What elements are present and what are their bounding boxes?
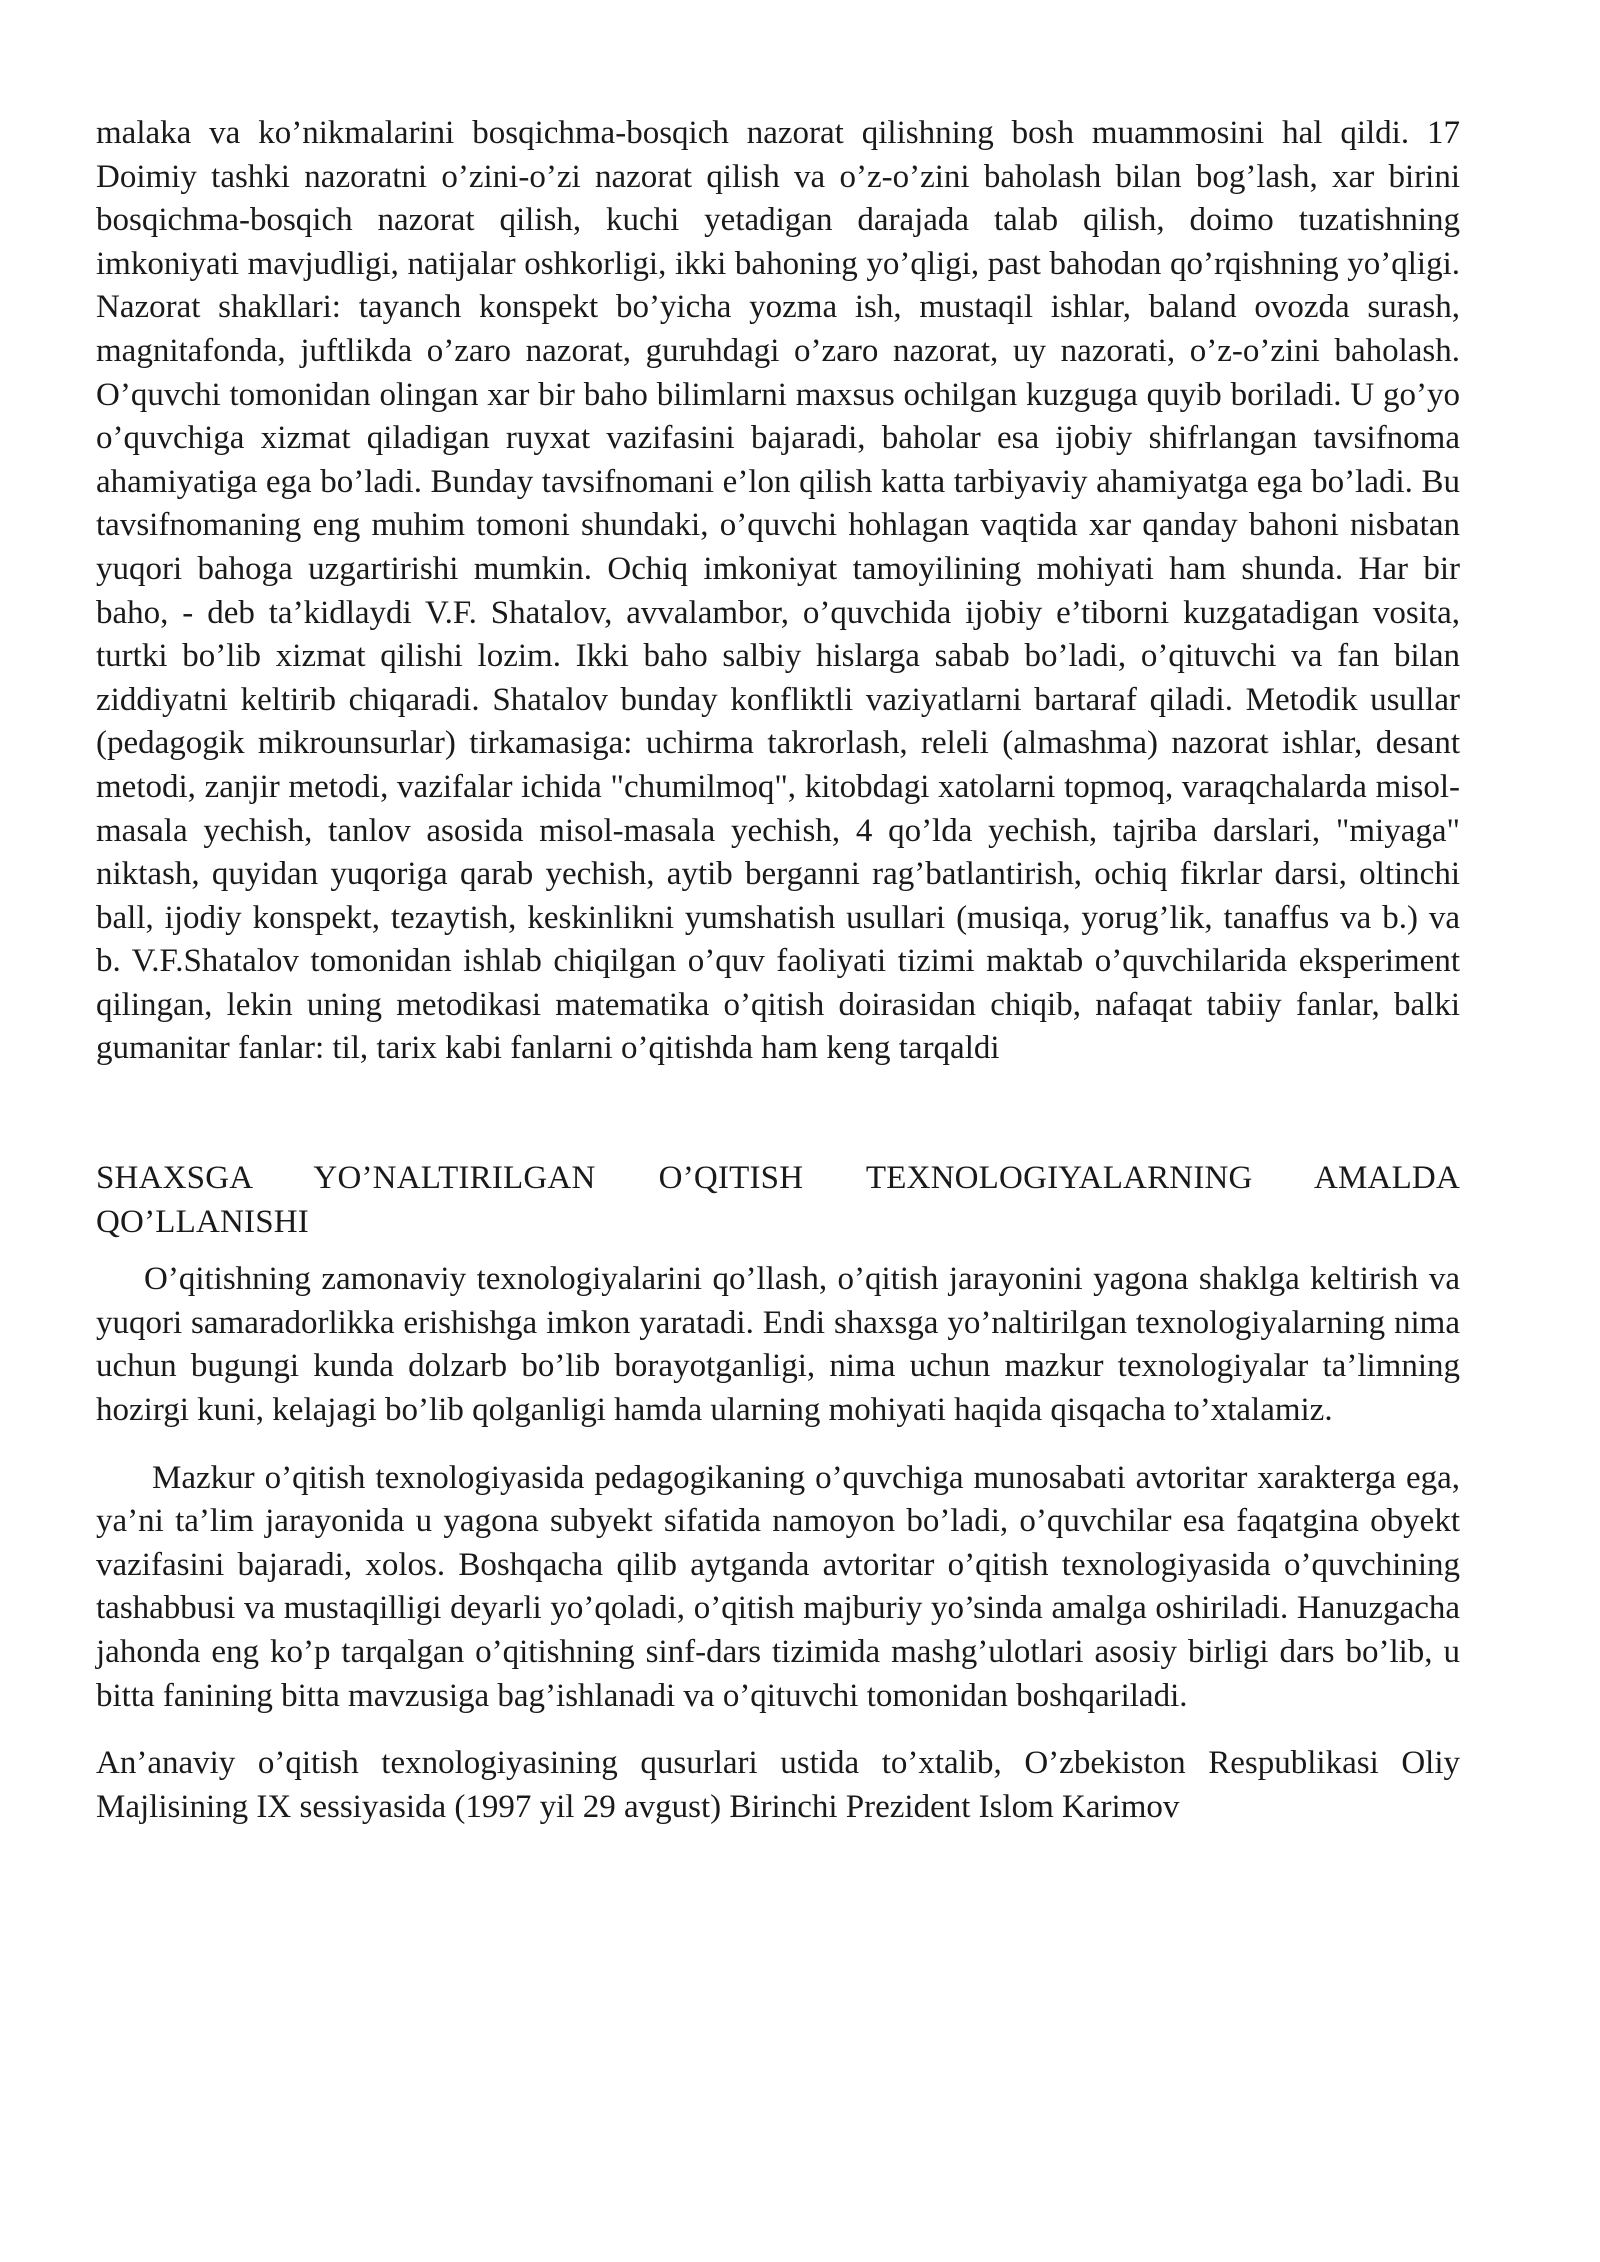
section-spacer [96,1071,1460,1157]
heading-spacer [96,1244,1460,1258]
paragraph-spacer [96,1718,1460,1742]
body-paragraph-4: An’anaviy o’qitish texnologiyasining qusurlari ustida to’xtalib, O’zbekiston Respublikasi Oliy Majlisining IX sessiyasida (1997 yil 29 avgust) Birinchi Prezident Islom Karimov [96,1745,1460,1825]
body-paragraph-1: malaka va ko’nikmalarini bosqichma-bosqich nazorat qilishning bosh muammosini hal qildi. 17 Doimiy tashki nazoratni o’zini-o’zi nazorat qilish va o’z-o’zini baholash bilan bog’lash, xar birini bosqichma-bosqich nazorat qilish, kuchi yetadigan darajada talab qilish, doimo tuzatishning imkoniyati mavjudligi, natijalar oshkorligi, ikki bahoning yo’qligi, past bahodan qo’rqishning yo’qligi. Nazorat shakllari: tayanch konspekt bo’yicha yozma ish, mustaqil ishlar, baland ovozda surash, magnitafonda, juftlikda o’zaro nazorat, guruhdagi o’zaro nazorat, uy nazorati, o’z-o’zini baholash. O’quvchi tomonidan olingan xar bir baho bilimlarni maxsus ochilgan kuzguga quyib boriladi. U go’yo o’quvchiga xizmat qiladigan ruyxat vazifasini bajaradi, baholar esa ijobiy shifrlangan tavsifnoma ahamiyatiga ega bo’ladi. Bunday tavsifnomani e’lon qilish katta tarbiyaviy ahamiyatga ega bo’ladi. Bu tavsifnomaning eng muhim tomoni shundaki, o’quvchi hohlagan vaqtida xar qanday bahoni nisbatan yuqori bahoga uzgartirishi mumkin. Ochiq imkoniyat tamoyilining mohiyati ham shunda. Har bir baho, - deb ta’kidlaydi V.F. Shatalov, avvalambor, o’quvchida ijobiy e’tiborni kuzgatadigan vosita, turtki bo’lib xizmat qilishi lozim. Ikki baho salbiy hislarga sabab bo’ladi, o’qituvchi va fan bilan ziddiyatni keltirib chiqaradi. Shatalov bunday konfliktli vaziyatlarni bartaraf qiladi. Metodik usullar (pedagogik mikrounsurlar) tirkamasiga: uchirma takrorlash, releli (almashma) nazorat ishlar, desant metodi, zanjir metodi, vazifalar ichida "chumilmoq", kitobdagi xatolarni topmoq, varaqchalarda misol-masala yechish, tanlov asosida misol-masala yechish, 4 qo’lda yechish, tajriba darslari, "miyaga" niktash, quyidan yuqoriga qarab yechish, aytib berganni rag’batlantirish, ochiq fikrlar darsi, oltinchi ball, ijodiy konspekt, tezaytish, keskinlikni yumshatish usullari (musiqa, yorug’lik, tanaffus va b.) va b. V.F.Shatalov tomonidan ishlab chiqilgan o’quv faoliyati tizimi maktab o’quvchilarida eksperiment qilingan, lekin uning metodikasi matematika o’qitish doirasidan chiqib, nafaqat tabiiy fanlar, balki gumanitar fanlar: til, tarix kabi fanlarni o’qitishda ham keng tarqaldi [96,115,1460,1067]
body-paragraph-2: O’qitishning zamonaviy texnologiyalarini qo’llash, o’qitish jarayonini yagona shaklga keltirish va yuqori samaradorlikka erishishga imkon yaratadi. Endi shaxsga yo’naltirilgan texnologiyalarning nima uchun bugungi kunda dolzarb bo’lib borayotganligi, nima uchun mazkur texnologiyalar ta’limning hozirgi kuni, kelajagi bo’lib qolganligi hamda ularning mohiyati haqida qisqacha to’xtalamiz. [96,1261,1460,1429]
section-heading: SHAXSGA YO’NALTIRILGAN O’QITISH TEXNOLOGIYALARNING AMALDA QO’LLANISHI [96,1160,1460,1240]
body-paragraph-3: Mazkur o’qitish texnologiyasida pedagogikaning o’quvchiga munosabati avtoritar xarakterga ega, ya’ni ta’lim jarayonida u yagona subyekt sifatida namoyon bo’ladi, o’quvchilar esa faqatgina obyekt vazifasini bajaradi, xolos. Boshqacha qilib aytganda avtoritar o’qitish texnologiyasida o’quvchining tashabbusi va mustaqilligi deyarli yo’qoladi, o’qitish majburiy yo’sinda amalga oshiriladi. Hanuzgacha jahonda eng ko’p tarqalgan o’qitishning sinf-dars tizimida mashg’ulotlari asosiy birligi dars bo’lib, u bitta fanining bitta mavzusiga bag’ishlanadi va o’qituvchi tomonidan boshqariladi. [96,1459,1460,1714]
paragraph-spacer [96,1433,1460,1457]
document-page [96,112,1460,1829]
